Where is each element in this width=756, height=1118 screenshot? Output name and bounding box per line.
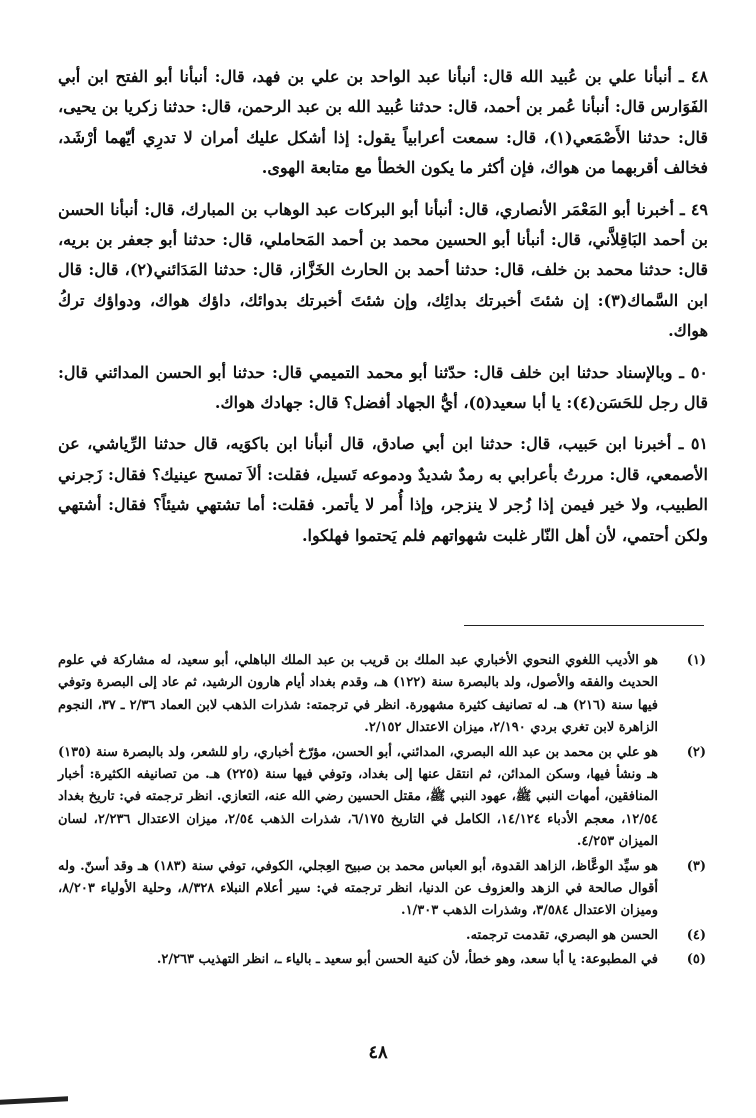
footnote-number: (١): [686, 653, 706, 668]
footnote-text: هو الأديب اللغوي النحوي الأخباري عبد الملك بن قريب بن عبد الملك الباهلي، أبو سعيد، له مشاركة في علوم الحديث والفقه والأصول، ولد بالبصرة سنة (١٢٢) هـ، وقدم بغداد أيام هارون الرشيد، ثم عاد إلى البصرة وتوفي فيها سنة (٢١٦) هـ. له تصانيف كثيرة مشهورة. انظر في ترجمته: شذرات الذهب لابن العماد ٢/٣٦ ـ ٣٧، النجوم الزاهرة لابن تغري بردي ٢/١٩٠، ميزان الاعتدال ٢/١٥٢.: [58, 653, 658, 736]
footnote-5: [58, 949, 708, 971]
footnote-number: (٢): [686, 744, 706, 760]
footnote-text: هو سيِّد الوعَّاظ، الزاهد القدوة، أبو العباس محمد بن صبيح العِجلي، الكوفي، توفي سنة (١٨٣) هـ وقد أسنّ. وله أقوال صالحة في الزهد والعزوف عن الدنيا، انظر ترجمته في: سير أعلام النبلاء ٨/٣٢٨، وحلية الأولياء ٨/٢٠٣، وميزان الاعتدال ٣/٥٨٤، وشذرات الذهب ١/٣٠٣.: [58, 858, 658, 919]
paragraph-51: ٥١ ـ أخبرنا ابن حَبيب، قال: حدثنا ابن أبي صادق، قال أنبأنا ابن باكوَيه، قال حدثنا الرِّياشي، عن الأصمعي، قال: مررتُ بأعرابي به رمدٌ شديدٌ ودموعه تَسيل، فقلت: ألاَ تمسح عينيك؟ فقال: زَجرني الطبيب، ولا خير فيمن إذا زُجر لا ينزجر، وإذا أُمر لا يأتمر. فقلت: أما تشتهي شيئاً؟ فقال: أشتهي ولكن أحتمي، لأن أهل النّار غلبت شهواتهم فلم يَحتموا فهلكوا.: [58, 434, 708, 545]
footnote-number: (٣): [686, 858, 706, 874]
main-text: [58, 62, 708, 562]
footnote-3: [58, 856, 708, 923]
footnote-4: [58, 925, 708, 947]
footnote-text: الحسن هو البصري، تقدمت ترجمته.: [466, 927, 658, 943]
page-number: ٤٨: [368, 1042, 388, 1063]
footnote-number: (٥): [686, 952, 706, 968]
scan-edge-mark: [0, 1098, 68, 1108]
footnote-text: في المطبوعة: يا أبا سعد، وهو خطأ، لأن كنية الحسن أبو سعيد ـ بالياء ـ، انظر التهذيب ٢/٢٦٣.: [156, 952, 658, 968]
footnotes: [58, 650, 708, 974]
paragraph-48: ٤٨ ـ أنبأنا علي بن عُبيد الله قال: أنبأنا عبد الواحد بن علي بن فهد، قال: أنبأنا أبو الفتح ابن أبي الفَوَارس قال: أنبأنا عُمر بن أحمد، قال: حدثنا عُبيد الله بن عبد الرحمن، قال: حدثنا زكريا بن يحيى، قال: حدثنا الأَصْمَعي(١)، قال: سمعت أعرابياً يقول: إذا أشكل عليك أمران لا تدرِي أيّهما أرْشَد، فخالف أقربهما من هواك، فإن أكثر ما يكون الخطأ مع متابعة الهوى.: [58, 67, 709, 178]
paragraph-50: ٥٠ ـ وبالإسناد حدثنا ابن خلف قال: حدّثنا أبو محمد التميمي قال: حدثنا أبو الحسن المدائني قال: قال رجل للحَسَن(٤): يا أبا سعيد(٥)، أيُّ الجهاد أفضل؟ قال: جهادك هواك.: [58, 362, 708, 413]
footnote-text: هو علي بن محمد بن عبد الله البصري، المدائني، أبو الحسن، مؤرّخ أخباري، راو للشعر، ولد بالبصرة سنة (١٣٥) هـ ونشأ فيها، وسكن المدائن، ثم انتقل عنها إلى بغداد، وتوفي فيها سنة (٢٢٥) هـ. من تصانيفه الكثيرة: أخبار المنافقين، أمهات النبي ﷺ، عهود النبي ﷺ، مقتل الحسين رضي الله عنه، التعازي. انظر ترجمته في: تاريخ بغداد ١٢/٥٤، معجم الأدباء ١٤/١٢٤، الكامل في التاريخ ٦/١٧٥، شذرات الذهب ٢/٥٤، ميزان الاعتدال ٢/٢٣٦، لسان الميزان ٤/٢٥٣.: [58, 744, 658, 850]
footnote-2: [58, 742, 708, 854]
footnote-number: (٤): [686, 927, 706, 943]
paragraph-49: ٤٩ ـ أخبرنا أبو المَعْمَر الأنصاري، قال: أنبأنا أبو البركات عبد الوهاب بن المبارك، قال: أنبأنا الحسن بن أحمد البَاقِلاَّني، قال: أنبأنا أبو الحسين محمد بن أحمد المَحاملي، قال: حدثنا أبو جعفر بن بريه، قال: حدثنا محمد بن خلف، قال: حدثنا أحمد بن الحارث الخَزَّاز، قال: حدثنا المَدَائني(٢)، قال: قال ابن السَّماك(٣): إن شئتَ أخبرتك بدائِك، وإن شئتَ أخبرتك بدوائك، داؤك هواك، ودواؤك تركُ هواك.: [58, 199, 709, 341]
footnote-divider: [464, 625, 704, 626]
footnote-1: [58, 650, 708, 740]
